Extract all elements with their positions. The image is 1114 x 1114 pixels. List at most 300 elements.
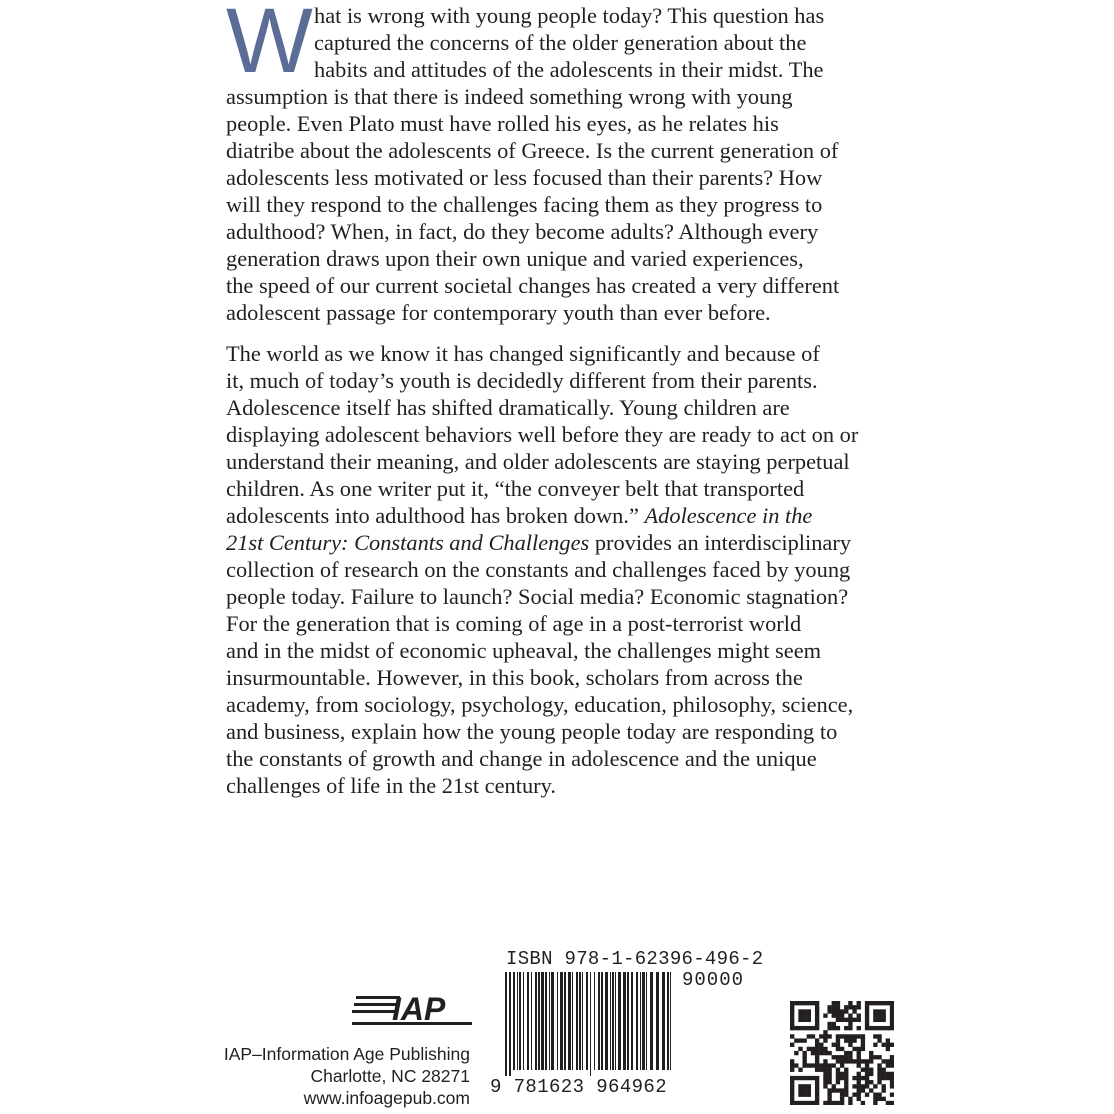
qr-module bbox=[815, 1022, 819, 1026]
text-line: it, much of today’s youth is decidedly different from their parents. bbox=[226, 368, 818, 393]
qr-module bbox=[848, 1097, 852, 1101]
qr-module bbox=[790, 1088, 794, 1092]
qr-module bbox=[877, 1026, 881, 1030]
qr-module bbox=[807, 1047, 811, 1051]
qr-module bbox=[848, 1005, 852, 1009]
text-line: people. Even Plato must have rolled his eyes, as he relates his bbox=[226, 111, 779, 136]
qr-module bbox=[890, 1080, 894, 1084]
qr-module bbox=[823, 1080, 827, 1084]
qr-module bbox=[886, 1047, 890, 1051]
qr-module bbox=[882, 1076, 886, 1080]
qr-module bbox=[857, 1001, 861, 1005]
qr-module bbox=[865, 1001, 869, 1005]
qr-module bbox=[807, 1018, 811, 1022]
qr-module bbox=[848, 1018, 852, 1022]
qr-module bbox=[790, 1034, 794, 1038]
qr-module bbox=[802, 1088, 806, 1092]
barcode-bar bbox=[667, 972, 669, 1070]
text-line bbox=[226, 502, 876, 529]
qr-module bbox=[848, 1026, 852, 1030]
qr-module bbox=[869, 1059, 873, 1063]
qr-module bbox=[840, 1088, 844, 1092]
qr-module bbox=[832, 1013, 836, 1017]
qr-module bbox=[844, 1084, 848, 1088]
qr-module bbox=[790, 1097, 794, 1101]
qr-module bbox=[807, 1034, 811, 1038]
qr-module bbox=[832, 1055, 836, 1059]
qr-module bbox=[865, 1005, 869, 1009]
qr-module bbox=[890, 1084, 894, 1088]
qr-module bbox=[865, 1059, 869, 1063]
barcode-bar bbox=[640, 972, 641, 1070]
qr-module bbox=[844, 1038, 848, 1042]
qr-module bbox=[815, 1038, 819, 1042]
qr-module bbox=[877, 1013, 881, 1017]
qr-module bbox=[865, 1068, 869, 1072]
barcode-bar bbox=[642, 972, 645, 1070]
barcode-bar bbox=[523, 972, 524, 1070]
qr-module bbox=[798, 1068, 802, 1072]
qr-module bbox=[815, 1097, 819, 1101]
qr-module bbox=[869, 1080, 873, 1084]
qr-module bbox=[790, 1009, 794, 1013]
qr-module bbox=[807, 1013, 811, 1017]
qr-module bbox=[865, 1063, 869, 1067]
qr-module bbox=[802, 1101, 806, 1105]
text-line: will they respond to the challenges facing them as they progress to bbox=[226, 192, 823, 217]
qr-module bbox=[869, 1068, 873, 1072]
qr-module bbox=[815, 1005, 819, 1009]
qr-module bbox=[848, 1022, 852, 1026]
qr-module bbox=[861, 1047, 865, 1051]
text-line: assumption is that there is indeed something wrong with young bbox=[226, 84, 793, 109]
qr-module bbox=[823, 1051, 827, 1055]
barcode-bar bbox=[594, 972, 595, 1070]
qr-module bbox=[790, 1093, 794, 1097]
qr-module bbox=[873, 1034, 877, 1038]
qr-module bbox=[832, 1022, 836, 1026]
qr-module bbox=[823, 1072, 827, 1076]
barcode-bar bbox=[535, 972, 537, 1070]
qr-module bbox=[790, 1080, 794, 1084]
qr-module bbox=[861, 1084, 865, 1088]
qr-module bbox=[877, 1072, 881, 1076]
qr-module bbox=[815, 1076, 819, 1080]
qr-module bbox=[857, 1051, 861, 1055]
qr-module bbox=[882, 1084, 886, 1088]
qr-code bbox=[790, 1001, 894, 1105]
barcode-bar bbox=[623, 972, 626, 1070]
qr-module bbox=[865, 1084, 869, 1088]
qr-module bbox=[819, 1063, 823, 1067]
qr-module bbox=[873, 1101, 877, 1105]
qr-module bbox=[807, 1009, 811, 1013]
qr-module bbox=[882, 1013, 886, 1017]
qr-module bbox=[852, 1009, 856, 1013]
qr-module bbox=[861, 1076, 865, 1080]
qr-module bbox=[811, 1026, 815, 1030]
text-line: children. As one writer put it, “the conveyer belt that transported bbox=[226, 476, 805, 501]
qr-module bbox=[848, 1101, 852, 1105]
text-line: the constants of growth and change in adolescence and the unique bbox=[226, 746, 817, 771]
qr-module bbox=[869, 1001, 873, 1005]
qr-module bbox=[790, 1076, 794, 1080]
qr-module bbox=[877, 1038, 881, 1042]
qr-module bbox=[802, 1093, 806, 1097]
text-line: The world as we know it has changed significantly and because of bbox=[226, 341, 820, 366]
qr-module bbox=[877, 1068, 881, 1072]
qr-module bbox=[807, 1101, 811, 1105]
qr-module bbox=[811, 1063, 815, 1067]
qr-module bbox=[848, 1051, 852, 1055]
qr-module bbox=[865, 1022, 869, 1026]
qr-module bbox=[852, 1084, 856, 1088]
qr-module bbox=[823, 1076, 827, 1080]
qr-module bbox=[877, 1034, 881, 1038]
qr-module bbox=[857, 1093, 861, 1097]
qr-module bbox=[794, 1101, 798, 1105]
qr-module bbox=[836, 1080, 840, 1084]
qr-module bbox=[815, 1026, 819, 1030]
qr-module bbox=[798, 1026, 802, 1030]
qr-module bbox=[815, 1084, 819, 1088]
qr-module bbox=[840, 1047, 844, 1051]
barcode-bar bbox=[513, 972, 515, 1070]
qr-module bbox=[877, 1018, 881, 1022]
qr-module bbox=[836, 1088, 840, 1092]
qr-module bbox=[890, 1101, 894, 1105]
qr-module bbox=[823, 1038, 827, 1042]
qr-module bbox=[840, 1009, 844, 1013]
barcode-bar bbox=[656, 972, 659, 1070]
qr-module bbox=[852, 1018, 856, 1022]
qr-module bbox=[890, 1001, 894, 1005]
qr-module bbox=[832, 1001, 836, 1005]
text-line bbox=[226, 529, 876, 556]
qr-module bbox=[890, 1093, 894, 1097]
qr-module bbox=[890, 1059, 894, 1063]
qr-module bbox=[882, 1018, 886, 1022]
qr-module bbox=[802, 1013, 806, 1017]
qr-module bbox=[857, 1005, 861, 1009]
publisher-address: Charlotte, NC 28271 bbox=[310, 1066, 470, 1086]
qr-module bbox=[836, 1059, 840, 1063]
barcode-bar bbox=[612, 972, 614, 1070]
barcode-bar bbox=[545, 972, 547, 1070]
qr-module bbox=[848, 1055, 852, 1059]
qr-module bbox=[890, 1076, 894, 1080]
qr-module bbox=[794, 1001, 798, 1005]
qr-module bbox=[815, 1009, 819, 1013]
qr-module bbox=[848, 1043, 852, 1047]
qr-module bbox=[886, 1038, 890, 1042]
qr-module bbox=[865, 1026, 869, 1030]
qr-module bbox=[815, 1063, 819, 1067]
text-line: the speed of our current societal changes has created a very different bbox=[226, 273, 840, 298]
qr-module bbox=[802, 1038, 806, 1042]
logo-text: IAP bbox=[392, 991, 446, 1026]
barcode-bar bbox=[646, 972, 647, 1070]
qr-module bbox=[857, 1097, 861, 1101]
qr-module bbox=[865, 1093, 869, 1097]
qr-module bbox=[794, 1026, 798, 1030]
qr-module bbox=[807, 1026, 811, 1030]
barcode-bar bbox=[519, 972, 521, 1070]
qr-module bbox=[886, 1043, 890, 1047]
barcode-bar bbox=[631, 972, 633, 1070]
text-line: generation draws upon their own unique and varied experiences, bbox=[226, 246, 804, 271]
qr-module bbox=[802, 1059, 806, 1063]
qr-module bbox=[819, 1034, 823, 1038]
qr-module bbox=[844, 1093, 848, 1097]
barcode-bar bbox=[605, 972, 608, 1070]
qr-module bbox=[890, 1055, 894, 1059]
qr-module bbox=[836, 1055, 840, 1059]
qr-module bbox=[877, 1093, 881, 1097]
qr-module bbox=[844, 1026, 848, 1030]
qr-module bbox=[815, 1051, 819, 1055]
qr-module bbox=[857, 1034, 861, 1038]
qr-module bbox=[811, 1034, 815, 1038]
qr-module bbox=[832, 1043, 836, 1047]
qr-module bbox=[873, 1097, 877, 1101]
qr-module bbox=[890, 1009, 894, 1013]
qr-module bbox=[886, 1076, 890, 1080]
text-line: adulthood? When, in fact, do they become adults? Although every bbox=[226, 219, 819, 244]
qr-module bbox=[886, 1059, 890, 1063]
qr-module bbox=[802, 1018, 806, 1022]
qr-module bbox=[840, 1101, 844, 1105]
qr-module bbox=[815, 1047, 819, 1051]
barcode-bar bbox=[586, 972, 588, 1070]
text-line: captured the concerns of the older generation about the bbox=[314, 30, 807, 55]
qr-module bbox=[873, 1055, 877, 1059]
barcode-bar bbox=[538, 972, 540, 1070]
qr-module bbox=[815, 1055, 819, 1059]
text-segment: adolescents into adulthood has broken down.” bbox=[226, 503, 645, 528]
qr-module bbox=[836, 1076, 840, 1080]
qr-module bbox=[823, 1063, 827, 1067]
qr-module bbox=[794, 1063, 798, 1067]
qr-module bbox=[857, 1080, 861, 1084]
qr-module bbox=[844, 1051, 848, 1055]
qr-module bbox=[836, 1005, 840, 1009]
qr-module bbox=[836, 1018, 840, 1022]
qr-module bbox=[790, 1101, 794, 1105]
qr-module bbox=[836, 1034, 840, 1038]
qr-module bbox=[827, 1076, 831, 1080]
isbn-barcode bbox=[503, 972, 681, 1076]
qr-module bbox=[823, 1013, 827, 1017]
qr-module bbox=[832, 1084, 836, 1088]
barcode-bar bbox=[541, 972, 544, 1070]
qr-module bbox=[886, 1101, 890, 1105]
qr-module bbox=[790, 1013, 794, 1017]
qr-module bbox=[865, 1080, 869, 1084]
qr-module bbox=[890, 1026, 894, 1030]
qr-module bbox=[840, 1055, 844, 1059]
qr-module bbox=[815, 1018, 819, 1022]
qr-module bbox=[852, 1093, 856, 1097]
qr-module bbox=[815, 1013, 819, 1017]
qr-module bbox=[802, 1026, 806, 1030]
qr-module bbox=[827, 1026, 831, 1030]
qr-module bbox=[827, 1093, 831, 1097]
qr-module bbox=[869, 1072, 873, 1076]
qr-module bbox=[886, 1001, 890, 1005]
barcode-bar bbox=[662, 972, 665, 1070]
qr-module bbox=[890, 1013, 894, 1017]
qr-module bbox=[827, 1088, 831, 1092]
text-line: challenges of life in the 21st century. bbox=[226, 773, 556, 798]
qr-module bbox=[865, 1009, 869, 1013]
qr-module bbox=[802, 1055, 806, 1059]
barcode-bar bbox=[579, 972, 581, 1070]
qr-module bbox=[815, 1088, 819, 1092]
qr-module bbox=[857, 1088, 861, 1092]
qr-module bbox=[815, 1101, 819, 1105]
qr-module bbox=[877, 1097, 881, 1101]
qr-module bbox=[840, 1076, 844, 1080]
qr-module bbox=[802, 1063, 806, 1067]
qr-module bbox=[890, 1043, 894, 1047]
qr-module bbox=[877, 1001, 881, 1005]
qr-module bbox=[811, 1047, 815, 1051]
qr-module bbox=[857, 1013, 861, 1017]
qr-module bbox=[811, 1001, 815, 1005]
qr-module bbox=[823, 1101, 827, 1105]
qr-module bbox=[857, 1047, 861, 1051]
qr-module bbox=[836, 1038, 840, 1042]
qr-module bbox=[861, 1038, 865, 1042]
qr-module bbox=[811, 1051, 815, 1055]
barcode-bar bbox=[601, 972, 603, 1070]
qr-module bbox=[836, 1101, 840, 1105]
qr-module bbox=[852, 1059, 856, 1063]
barcode-bar bbox=[564, 972, 566, 1070]
qr-module bbox=[827, 1072, 831, 1076]
qr-module bbox=[861, 1034, 865, 1038]
barcode-bar bbox=[572, 972, 573, 1070]
qr-module bbox=[886, 1072, 890, 1076]
price-code: 90000 bbox=[682, 969, 745, 991]
qr-module bbox=[848, 1038, 852, 1042]
qr-module bbox=[840, 1072, 844, 1076]
qr-module bbox=[844, 1076, 848, 1080]
qr-module bbox=[807, 1063, 811, 1067]
qr-module bbox=[877, 1076, 881, 1080]
qr-module bbox=[811, 1076, 815, 1080]
qr-module bbox=[790, 1022, 794, 1026]
qr-module bbox=[827, 1022, 831, 1026]
barcode-bar bbox=[557, 972, 558, 1070]
qr-module bbox=[861, 1101, 865, 1105]
qr-module bbox=[848, 1013, 852, 1017]
qr-module bbox=[861, 1043, 865, 1047]
qr-module bbox=[882, 1097, 886, 1101]
qr-module bbox=[802, 1009, 806, 1013]
qr-module bbox=[869, 1055, 873, 1059]
qr-module bbox=[823, 1084, 827, 1088]
qr-module bbox=[861, 1088, 865, 1092]
qr-module bbox=[815, 1001, 819, 1005]
qr-module bbox=[869, 1026, 873, 1030]
qr-module bbox=[852, 1034, 856, 1038]
qr-module bbox=[819, 1047, 823, 1051]
qr-module bbox=[844, 1080, 848, 1084]
qr-module bbox=[790, 1043, 794, 1047]
qr-module bbox=[790, 1026, 794, 1030]
qr-module bbox=[819, 1043, 823, 1047]
qr-module bbox=[807, 1088, 811, 1092]
book-title-italic: Adolescence in the bbox=[644, 503, 813, 528]
barcode-digits: 9 781623 964962 bbox=[490, 1076, 668, 1098]
qr-module bbox=[827, 1009, 831, 1013]
text-line: diatribe about the adolescents of Greece. Is the current generation of bbox=[226, 138, 839, 163]
qr-module bbox=[840, 1063, 844, 1067]
qr-module bbox=[873, 1001, 877, 1005]
qr-module bbox=[798, 1093, 802, 1097]
qr-module bbox=[873, 1009, 877, 1013]
qr-module bbox=[832, 1101, 836, 1105]
qr-module bbox=[882, 1088, 886, 1092]
qr-module bbox=[840, 1059, 844, 1063]
qr-module bbox=[844, 1005, 848, 1009]
barcode-bar bbox=[505, 972, 507, 1076]
qr-module bbox=[848, 1059, 852, 1063]
qr-module bbox=[827, 1101, 831, 1105]
qr-module bbox=[857, 1059, 861, 1063]
blurb-paragraph-1 bbox=[226, 2, 876, 326]
qr-module bbox=[798, 1038, 802, 1042]
qr-module bbox=[790, 1005, 794, 1009]
qr-module bbox=[844, 1009, 848, 1013]
qr-module bbox=[836, 1043, 840, 1047]
qr-module bbox=[844, 1088, 848, 1092]
barcode-bar bbox=[598, 972, 600, 1070]
barcode-bar bbox=[610, 972, 611, 1070]
qr-module bbox=[848, 1001, 852, 1005]
qr-module bbox=[852, 1005, 856, 1009]
qr-module bbox=[836, 1047, 840, 1051]
qr-module bbox=[836, 1072, 840, 1076]
qr-module bbox=[865, 1076, 869, 1080]
text-line: Adolescence itself has shifted dramatically. Young children are bbox=[226, 395, 790, 420]
qr-module bbox=[877, 1063, 881, 1067]
qr-module bbox=[882, 1043, 886, 1047]
text-line: insurmountable. However, in this book, scholars from across the bbox=[226, 665, 803, 690]
qr-module bbox=[836, 1001, 840, 1005]
qr-module bbox=[857, 1063, 861, 1067]
qr-module bbox=[882, 1026, 886, 1030]
qr-module bbox=[815, 1093, 819, 1097]
barcode-bar bbox=[551, 972, 554, 1070]
iap-logo bbox=[352, 990, 474, 1026]
barcode-bar bbox=[527, 972, 529, 1070]
blurb-paragraph-2 bbox=[226, 340, 876, 799]
qr-module bbox=[857, 1055, 861, 1059]
qr-module bbox=[815, 1059, 819, 1063]
text-line: and business, explain how the young people today are responding to bbox=[226, 719, 838, 744]
qr-module bbox=[790, 1018, 794, 1022]
qr-module bbox=[857, 1018, 861, 1022]
qr-module bbox=[832, 1005, 836, 1009]
barcode-bar bbox=[549, 972, 550, 1070]
qr-module bbox=[873, 1026, 877, 1030]
qr-module bbox=[832, 1088, 836, 1092]
qr-module bbox=[794, 1076, 798, 1080]
text-line: displaying adolescent behaviors well before they are ready to act on or bbox=[226, 422, 859, 447]
